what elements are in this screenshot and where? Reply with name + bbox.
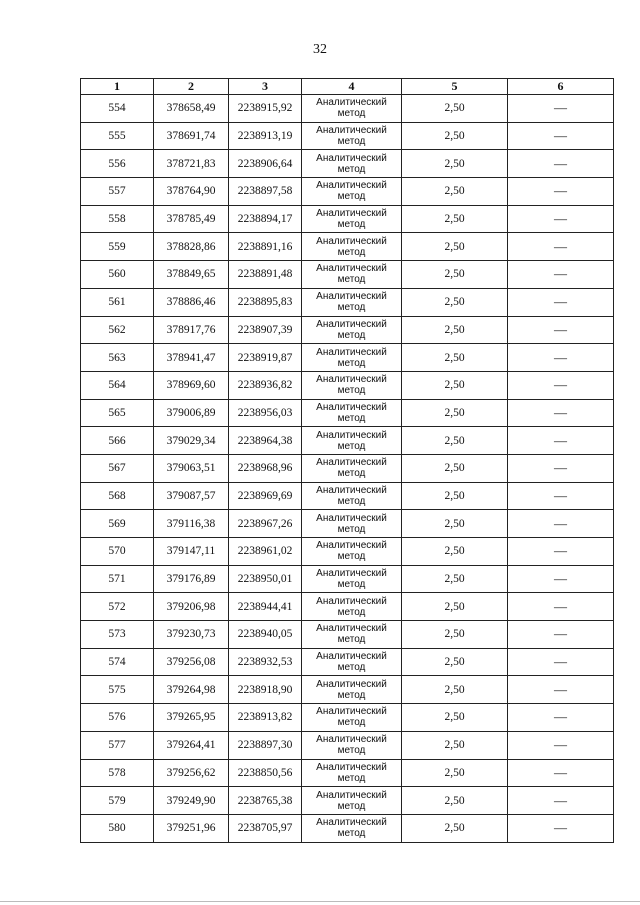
y-coordinate-cell: 2238936,82	[229, 371, 302, 399]
table-row	[81, 704, 614, 732]
accuracy-cell: 2,50	[402, 648, 508, 676]
note-cell: —	[508, 510, 614, 538]
x-coordinate-cell: 379206,98	[154, 593, 229, 621]
method-cell	[302, 759, 402, 787]
x-coordinate-cell: 379249,90	[154, 787, 229, 815]
x-coordinate-cell: 379063,51	[154, 454, 229, 482]
note-cell: —	[508, 205, 614, 233]
method-line: Аналитический	[316, 484, 387, 496]
accuracy-cell: 2,50	[402, 371, 508, 399]
table-row	[81, 538, 614, 566]
accuracy-cell: 2,50	[402, 150, 508, 178]
x-coordinate-cell: 379006,89	[154, 399, 229, 427]
method-line: метод	[337, 662, 366, 674]
method-cell	[302, 704, 402, 732]
coordinates-table	[80, 78, 614, 843]
table-row	[81, 427, 614, 455]
note-cell: —	[508, 427, 614, 455]
y-coordinate-cell: 2238907,39	[229, 316, 302, 344]
method-line: метод	[337, 551, 366, 563]
point-number-cell: 569	[81, 510, 154, 538]
table-row	[81, 233, 614, 261]
method-line: Аналитический	[316, 568, 387, 580]
note-cell: —	[508, 787, 614, 815]
point-number-cell: 556	[81, 150, 154, 178]
y-coordinate-cell: 2238915,92	[229, 95, 302, 123]
point-number-cell: 576	[81, 704, 154, 732]
table-row	[81, 205, 614, 233]
method-line: Аналитический	[316, 263, 387, 275]
x-coordinate-cell: 378849,65	[154, 261, 229, 289]
x-coordinate-cell: 379087,57	[154, 482, 229, 510]
y-coordinate-cell: 2238918,90	[229, 676, 302, 704]
method-line: метод	[337, 246, 366, 258]
note-cell: —	[508, 454, 614, 482]
point-number-cell: 563	[81, 344, 154, 372]
method-line: метод	[337, 689, 366, 701]
table-row	[81, 510, 614, 538]
method-line: метод	[337, 606, 366, 618]
note-cell: —	[508, 316, 614, 344]
note-cell: —	[508, 538, 614, 566]
note-cell: —	[508, 593, 614, 621]
method-line: Аналитический	[316, 180, 387, 192]
x-coordinate-cell: 379029,34	[154, 427, 229, 455]
point-number-cell: 567	[81, 454, 154, 482]
method-line: метод	[337, 357, 366, 369]
accuracy-cell: 2,50	[402, 731, 508, 759]
y-coordinate-cell: 2238919,87	[229, 344, 302, 372]
point-number-cell: 558	[81, 205, 154, 233]
method-cell	[302, 205, 402, 233]
note-cell: —	[508, 344, 614, 372]
table-row	[81, 178, 614, 206]
method-cell	[302, 122, 402, 150]
x-coordinate-cell: 379256,62	[154, 759, 229, 787]
table-row	[81, 648, 614, 676]
y-coordinate-cell: 2238944,41	[229, 593, 302, 621]
column-header: 2	[154, 79, 229, 95]
method-cell	[302, 593, 402, 621]
x-coordinate-cell: 379116,38	[154, 510, 229, 538]
method-line: метод	[337, 274, 366, 286]
page-bottom-rule	[0, 901, 640, 902]
method-line: метод	[337, 191, 366, 203]
accuracy-cell: 2,50	[402, 178, 508, 206]
method-line: метод	[337, 163, 366, 175]
method-cell	[302, 510, 402, 538]
x-coordinate-cell: 378691,74	[154, 122, 229, 150]
method-line: Аналитический	[316, 152, 387, 164]
table-row	[81, 371, 614, 399]
method-cell	[302, 731, 402, 759]
note-cell: —	[508, 261, 614, 289]
point-number-cell: 562	[81, 316, 154, 344]
y-coordinate-cell: 2238967,26	[229, 510, 302, 538]
point-number-cell: 579	[81, 787, 154, 815]
accuracy-cell: 2,50	[402, 454, 508, 482]
point-number-cell: 554	[81, 95, 154, 123]
method-cell	[302, 648, 402, 676]
x-coordinate-cell: 379251,96	[154, 814, 229, 842]
method-line: Аналитический	[316, 429, 387, 441]
accuracy-cell: 2,50	[402, 676, 508, 704]
point-number-cell: 565	[81, 399, 154, 427]
accuracy-cell: 2,50	[402, 787, 508, 815]
note-cell: —	[508, 399, 614, 427]
x-coordinate-cell: 378941,47	[154, 344, 229, 372]
y-coordinate-cell: 2238895,83	[229, 288, 302, 316]
method-line: Аналитический	[316, 512, 387, 524]
method-line: Аналитический	[316, 734, 387, 746]
method-line: Аналитический	[316, 623, 387, 635]
column-header: 4	[302, 79, 402, 95]
method-line: Аналитический	[316, 235, 387, 247]
x-coordinate-cell: 379264,41	[154, 731, 229, 759]
point-number-cell: 566	[81, 427, 154, 455]
method-cell	[302, 538, 402, 566]
y-coordinate-cell: 2238897,30	[229, 731, 302, 759]
method-line: метод	[337, 745, 366, 757]
method-cell	[302, 814, 402, 842]
method-cell	[302, 288, 402, 316]
method-cell	[302, 621, 402, 649]
y-coordinate-cell: 2238765,38	[229, 787, 302, 815]
method-line: метод	[337, 579, 366, 591]
x-coordinate-cell: 379256,08	[154, 648, 229, 676]
method-cell	[302, 344, 402, 372]
method-line: метод	[337, 772, 366, 784]
note-cell: —	[508, 178, 614, 206]
y-coordinate-cell: 2238932,53	[229, 648, 302, 676]
x-coordinate-cell: 379265,95	[154, 704, 229, 732]
point-number-cell: 555	[81, 122, 154, 150]
method-line: метод	[337, 385, 366, 397]
page-number: 32	[313, 42, 327, 57]
accuracy-cell: 2,50	[402, 427, 508, 455]
table-row	[81, 399, 614, 427]
y-coordinate-cell: 2238850,56	[229, 759, 302, 787]
table-row	[81, 150, 614, 178]
y-coordinate-cell: 2238705,97	[229, 814, 302, 842]
point-number-cell: 571	[81, 565, 154, 593]
accuracy-cell: 2,50	[402, 482, 508, 510]
method-line: Аналитический	[316, 346, 387, 358]
x-coordinate-cell: 378828,86	[154, 233, 229, 261]
method-cell	[302, 676, 402, 704]
method-cell	[302, 399, 402, 427]
x-coordinate-cell: 378969,60	[154, 371, 229, 399]
point-number-cell: 568	[81, 482, 154, 510]
method-line: Аналитический	[316, 291, 387, 303]
point-number-cell: 575	[81, 676, 154, 704]
point-number-cell: 573	[81, 621, 154, 649]
y-coordinate-cell: 2238906,64	[229, 150, 302, 178]
note-cell: —	[508, 482, 614, 510]
y-coordinate-cell: 2238964,38	[229, 427, 302, 455]
accuracy-cell: 2,50	[402, 95, 508, 123]
method-line: Аналитический	[316, 540, 387, 552]
note-cell: —	[508, 621, 614, 649]
note-cell: —	[508, 759, 614, 787]
point-number-cell: 577	[81, 731, 154, 759]
y-coordinate-cell: 2238950,01	[229, 565, 302, 593]
method-line: Аналитический	[316, 651, 387, 663]
table-row	[81, 316, 614, 344]
method-line: Аналитический	[316, 706, 387, 718]
method-line: метод	[337, 108, 366, 120]
accuracy-cell: 2,50	[402, 288, 508, 316]
note-cell: —	[508, 371, 614, 399]
y-coordinate-cell: 2238894,17	[229, 205, 302, 233]
y-coordinate-cell: 2238956,03	[229, 399, 302, 427]
method-line: метод	[337, 523, 366, 535]
y-coordinate-cell: 2238897,58	[229, 178, 302, 206]
table-row	[81, 454, 614, 482]
accuracy-cell: 2,50	[402, 261, 508, 289]
point-number-cell: 574	[81, 648, 154, 676]
y-coordinate-cell: 2238913,82	[229, 704, 302, 732]
table-row	[81, 565, 614, 593]
table-row	[81, 482, 614, 510]
x-coordinate-cell: 378785,49	[154, 205, 229, 233]
method-cell	[302, 178, 402, 206]
method-line: метод	[337, 468, 366, 480]
y-coordinate-cell: 2238961,02	[229, 538, 302, 566]
x-coordinate-cell: 378721,83	[154, 150, 229, 178]
method-line: метод	[337, 136, 366, 148]
accuracy-cell: 2,50	[402, 399, 508, 427]
note-cell: —	[508, 122, 614, 150]
point-number-cell: 557	[81, 178, 154, 206]
method-line: метод	[337, 495, 366, 507]
point-number-cell: 560	[81, 261, 154, 289]
accuracy-cell: 2,50	[402, 316, 508, 344]
table-row	[81, 621, 614, 649]
method-cell	[302, 261, 402, 289]
table-body	[81, 95, 614, 843]
method-line: Аналитический	[316, 761, 387, 773]
point-number-cell: 564	[81, 371, 154, 399]
y-coordinate-cell: 2238969,69	[229, 482, 302, 510]
table-row	[81, 122, 614, 150]
note-cell: —	[508, 233, 614, 261]
method-line: Аналитический	[316, 208, 387, 220]
column-header: 3	[229, 79, 302, 95]
method-cell	[302, 95, 402, 123]
x-coordinate-cell: 379230,73	[154, 621, 229, 649]
table-row	[81, 344, 614, 372]
x-coordinate-cell: 379176,89	[154, 565, 229, 593]
method-line: метод	[337, 219, 366, 231]
note-cell: —	[508, 565, 614, 593]
accuracy-cell: 2,50	[402, 759, 508, 787]
note-cell: —	[508, 288, 614, 316]
accuracy-cell: 2,50	[402, 621, 508, 649]
accuracy-cell: 2,50	[402, 704, 508, 732]
note-cell: —	[508, 150, 614, 178]
x-coordinate-cell: 379264,98	[154, 676, 229, 704]
method-line: Аналитический	[316, 125, 387, 137]
method-line: Аналитический	[316, 595, 387, 607]
table-row	[81, 288, 614, 316]
method-cell	[302, 565, 402, 593]
point-number-cell: 561	[81, 288, 154, 316]
note-cell: —	[508, 731, 614, 759]
note-cell: —	[508, 648, 614, 676]
accuracy-cell: 2,50	[402, 510, 508, 538]
table-row	[81, 676, 614, 704]
y-coordinate-cell: 2238968,96	[229, 454, 302, 482]
point-number-cell: 572	[81, 593, 154, 621]
table-row	[81, 814, 614, 842]
method-cell	[302, 150, 402, 178]
x-coordinate-cell: 378658,49	[154, 95, 229, 123]
method-line: метод	[337, 329, 366, 341]
y-coordinate-cell: 2238891,48	[229, 261, 302, 289]
column-header: 6	[508, 79, 614, 95]
method-cell	[302, 371, 402, 399]
method-line: Аналитический	[316, 374, 387, 386]
method-line: метод	[337, 800, 366, 812]
accuracy-cell: 2,50	[402, 814, 508, 842]
method-line: Аналитический	[316, 97, 387, 109]
method-cell	[302, 427, 402, 455]
method-line: метод	[337, 828, 366, 840]
table-row	[81, 95, 614, 123]
column-header: 5	[402, 79, 508, 95]
accuracy-cell: 2,50	[402, 538, 508, 566]
method-line: Аналитический	[316, 457, 387, 469]
note-cell: —	[508, 704, 614, 732]
point-number-cell: 580	[81, 814, 154, 842]
point-number-cell: 578	[81, 759, 154, 787]
accuracy-cell: 2,50	[402, 233, 508, 261]
table-row	[81, 759, 614, 787]
accuracy-cell: 2,50	[402, 565, 508, 593]
accuracy-cell: 2,50	[402, 122, 508, 150]
accuracy-cell: 2,50	[402, 593, 508, 621]
y-coordinate-cell: 2238891,16	[229, 233, 302, 261]
table-row	[81, 261, 614, 289]
method-line: метод	[337, 412, 366, 424]
table-row	[81, 731, 614, 759]
note-cell: —	[508, 676, 614, 704]
method-line: метод	[337, 634, 366, 646]
y-coordinate-cell: 2238940,05	[229, 621, 302, 649]
column-header: 1	[81, 79, 154, 95]
x-coordinate-cell: 378917,76	[154, 316, 229, 344]
x-coordinate-cell: 378886,46	[154, 288, 229, 316]
note-cell: —	[508, 95, 614, 123]
accuracy-cell: 2,50	[402, 205, 508, 233]
accuracy-cell: 2,50	[402, 344, 508, 372]
method-line: Аналитический	[316, 817, 387, 829]
method-line: метод	[337, 302, 366, 314]
method-cell	[302, 482, 402, 510]
point-number-cell: 559	[81, 233, 154, 261]
method-line: Аналитический	[316, 789, 387, 801]
note-cell: —	[508, 814, 614, 842]
x-coordinate-cell: 378764,90	[154, 178, 229, 206]
table-header-row	[81, 79, 614, 95]
method-line: Аналитический	[316, 678, 387, 690]
method-line: Аналитический	[316, 401, 387, 413]
table-row	[81, 593, 614, 621]
table-row	[81, 787, 614, 815]
x-coordinate-cell: 379147,11	[154, 538, 229, 566]
y-coordinate-cell: 2238913,19	[229, 122, 302, 150]
method-cell	[302, 454, 402, 482]
method-cell	[302, 787, 402, 815]
method-cell	[302, 233, 402, 261]
point-number-cell: 570	[81, 538, 154, 566]
method-line: метод	[337, 440, 366, 452]
method-line: Аналитический	[316, 318, 387, 330]
method-line: метод	[337, 717, 366, 729]
method-cell	[302, 316, 402, 344]
